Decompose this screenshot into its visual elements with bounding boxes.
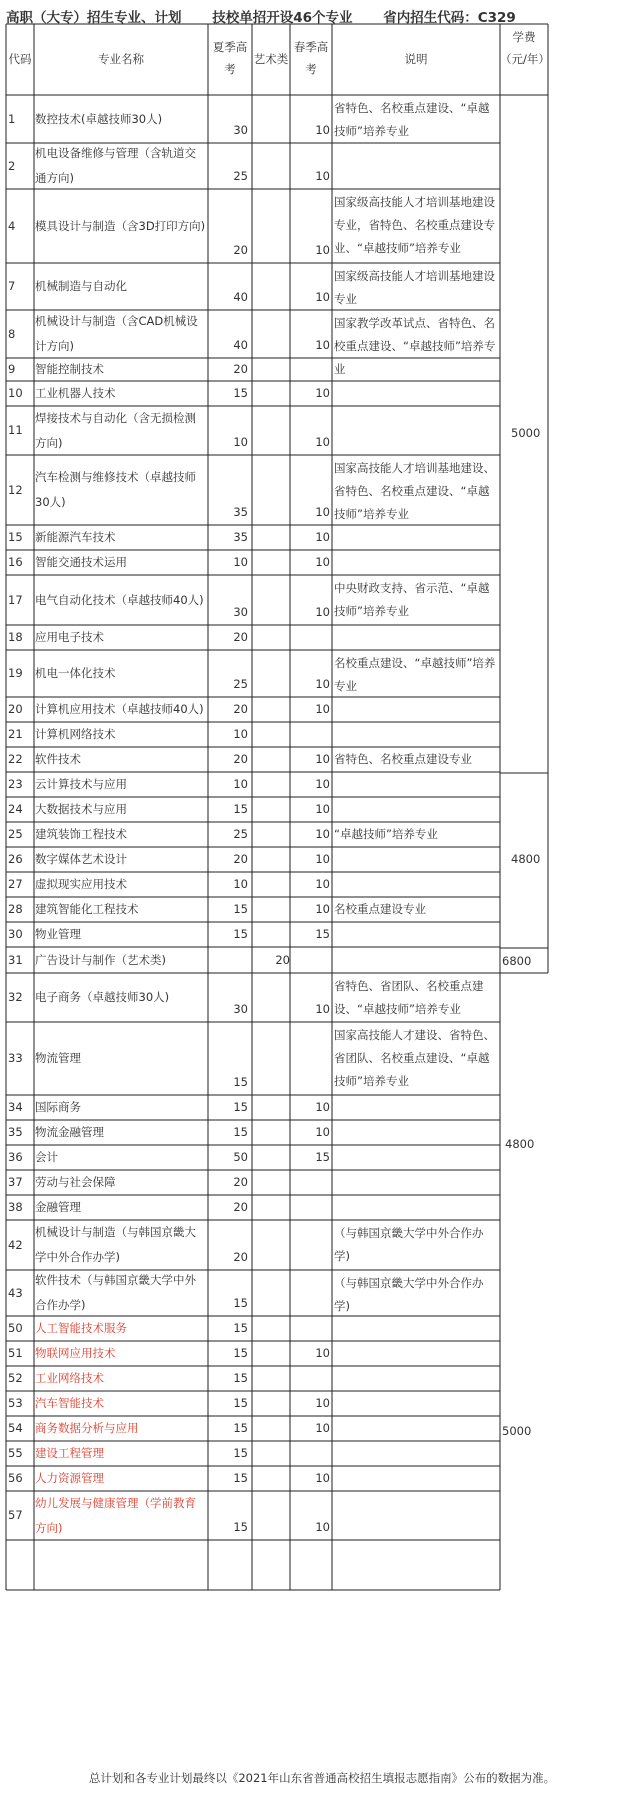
fee-value: 4800: [511, 852, 541, 866]
row-code: 25: [8, 827, 23, 841]
row-summer-quota: 15: [233, 802, 248, 816]
row-spring-quota: 10: [315, 777, 330, 791]
row-summer-quota: 15: [233, 1346, 248, 1360]
row-summer-quota: 25: [233, 169, 248, 183]
row-code: 19: [8, 666, 23, 680]
row-summer-quota: 40: [233, 290, 248, 304]
row-code: 34: [8, 1100, 23, 1114]
row-spring-quota: 10: [315, 1520, 330, 1534]
row-spring-quota: 10: [315, 123, 330, 137]
row-summer-quota: 20: [233, 362, 248, 376]
row-name: 电气自动化技术（卓越技师40人): [35, 592, 204, 607]
row-spring-quota: 10: [315, 1396, 330, 1410]
row-art-quota: 20: [275, 952, 290, 967]
row-code: 55: [8, 1446, 23, 1460]
row-code: 33: [8, 1051, 23, 1065]
row-summer-quota: 20: [233, 1250, 248, 1264]
row-name: 物业管理: [35, 927, 81, 941]
row-name: 国际商务: [35, 1100, 81, 1114]
row-name: 云计算技术与应用: [35, 777, 127, 791]
row-code: 43: [8, 1285, 23, 1300]
row-summer-quota: 35: [233, 505, 248, 519]
page-header: [6, 6, 542, 26]
row-summer-quota: 30: [233, 605, 248, 619]
row-code: 28: [8, 902, 23, 916]
row-spring-quota: 10: [315, 802, 330, 816]
row-name: 机械制造与自动化: [35, 279, 127, 293]
row-note: 国家高技能人才建设、省特色、省团队、名校重点建设、“卓越技师”培养专业: [334, 1028, 495, 1088]
row-note: 省特色、名校重点建设、“卓越技师”培养专业: [334, 101, 490, 138]
col-header-spring: 春季高考: [293, 40, 329, 76]
row-summer-quota: 10: [233, 877, 248, 891]
row-spring-quota: 15: [315, 1150, 330, 1164]
row-name: 机电一体化技术: [35, 666, 116, 680]
row-spring-quota: 10: [315, 902, 330, 916]
row-note: 名校重点建设专业: [334, 902, 426, 916]
row-spring-quota: 10: [315, 877, 330, 891]
row-summer-quota: 15: [233, 1471, 248, 1485]
row-name: 新能源汽车技术: [35, 530, 116, 544]
row-name: 数控技术(卓越技师30人): [35, 111, 163, 126]
row-summer-quota: 10: [233, 777, 248, 791]
row-spring-quota: 10: [315, 435, 330, 449]
col-header-fee: 学费（元/年）: [500, 30, 550, 66]
row-summer-quota: 35: [233, 530, 248, 544]
row-code: 4: [8, 218, 16, 233]
row-summer-quota: 10: [233, 435, 248, 449]
row-summer-quota: 30: [233, 123, 248, 137]
header-major-count: 技校单招开设46个专业: [212, 10, 353, 26]
row-spring-quota: 10: [315, 555, 330, 569]
row-code: 9: [8, 362, 16, 376]
row-spring-quota: 15: [315, 927, 330, 941]
row-summer-quota: 15: [233, 1421, 248, 1435]
row-code: 12: [8, 482, 23, 497]
row-name: 计算机网络技术: [35, 727, 116, 741]
row-summer-quota: 25: [233, 677, 248, 691]
row-spring-quota: 10: [315, 702, 330, 716]
row-name: 焊接技术与自动化（含无损检测方向): [35, 410, 196, 450]
row-code: 24: [8, 802, 23, 816]
row-summer-quota: 20: [233, 630, 248, 644]
row-code: 56: [8, 1471, 23, 1485]
row-note: 中央财政支持、省示范、“卓越技师”培养专业: [334, 581, 490, 618]
row-code: 30: [8, 927, 23, 941]
row-name: 计算机应用技术（卓越技师40人): [35, 702, 204, 716]
row-code: 15: [8, 530, 23, 544]
col-header-name: 专业名称: [98, 52, 144, 66]
row-spring-quota: 10: [315, 290, 330, 304]
row-name: 工业机器人技术: [35, 386, 116, 400]
row-code: 21: [8, 727, 23, 741]
row-code: 36: [8, 1150, 23, 1164]
row-name: 物流管理: [35, 1051, 81, 1065]
row-summer-quota: 10: [233, 727, 248, 741]
fee-value: 5000: [502, 1424, 532, 1438]
row-code: 53: [8, 1396, 23, 1410]
row-summer-quota: 15: [233, 1520, 248, 1534]
row-name: 工业网络技术: [35, 1371, 104, 1385]
row-summer-quota: 20: [233, 852, 248, 866]
row-name: 机械设计与制造（与韩国京畿大学中外合作办学): [35, 1225, 196, 1264]
row-summer-quota: 20: [233, 1175, 248, 1189]
row-name: 智能控制技术: [35, 362, 104, 376]
row-code: 11: [8, 423, 23, 437]
row-summer-quota: 40: [233, 338, 248, 352]
row-summer-quota: 15: [233, 1321, 248, 1335]
row-name: 虚拟现实应用技术: [35, 877, 127, 891]
row-summer-quota: 30: [233, 1002, 248, 1016]
row-summer-quota: 25: [233, 827, 248, 841]
row-note: （与韩国京畿大学中外合作办学): [334, 1276, 484, 1313]
footer-note: 总计划和各专业计划最终以《2021年山东省普通高校招生填报志愿指南》公布的数据为准。: [88, 1771, 556, 1785]
row-code: 37: [8, 1175, 23, 1189]
row-code: 26: [8, 852, 23, 866]
col-header-note: 说明: [404, 52, 428, 66]
row-name: 劳动与社会保障: [35, 1175, 116, 1189]
row-summer-quota: 15: [233, 1371, 248, 1385]
row-spring-quota: 10: [315, 338, 330, 352]
row-name: 建设工程管理: [35, 1446, 104, 1460]
row-spring-quota: 10: [315, 1002, 330, 1016]
row-note: 国家高技能人才培训基地建设、省特色、名校重点建设、“卓越技师”培养专业: [334, 461, 495, 521]
row-name: 广告设计与制作（艺术类): [35, 952, 166, 967]
row-note: 省特色、省团队、名校重点建设、“卓越技师”培养专业: [334, 979, 484, 1016]
row-summer-quota: 15: [233, 1296, 248, 1310]
row-name: 模具设计与制造（含3D打印方向): [35, 218, 206, 233]
fee-value: 5000: [511, 426, 541, 440]
row-summer-quota: 15: [233, 1396, 248, 1410]
row-code: 50: [8, 1321, 23, 1335]
row-code: 32: [8, 990, 23, 1004]
row-summer-quota: 15: [233, 1125, 248, 1139]
row-name: 机电设备维修与管理（含轨道交通方向): [35, 146, 196, 185]
row-summer-quota: 20: [233, 752, 248, 766]
row-name: 汽车智能技术: [35, 1396, 104, 1410]
row-note: 名校重点建设、“卓越技师”培养专业: [334, 656, 496, 693]
row-summer-quota: 15: [233, 1075, 248, 1089]
row-spring-quota: 10: [315, 852, 330, 866]
row-spring-quota: 10: [315, 605, 330, 619]
row-spring-quota: 10: [315, 677, 330, 691]
row-name: 幼儿发展与健康管理（学前教育方向): [35, 1495, 196, 1535]
row-code: 10: [8, 386, 23, 400]
row-spring-quota: 10: [315, 530, 330, 544]
row-spring-quota: 10: [315, 243, 330, 257]
row-code: 20: [8, 702, 23, 716]
row-code: 57: [8, 1508, 23, 1522]
row-summer-quota: 20: [233, 1200, 248, 1214]
row-name: 建筑装饰工程技术: [35, 827, 127, 841]
row-note: 国家级高技能人才培训基地建设专业: [334, 269, 495, 306]
row-name: 物联网应用技术: [35, 1346, 116, 1360]
header-title: 高职（大专）招生专业、计划: [6, 10, 182, 26]
row-spring-quota: 10: [315, 169, 330, 183]
row-name: 软件技术（与韩国京畿大学中外合作办学): [35, 1273, 196, 1312]
row-spring-quota: 10: [315, 386, 330, 400]
row-spring-quota: 10: [315, 827, 330, 841]
row-name: 机械设计与制造（含CAD机械设计方向): [35, 314, 198, 353]
row-spring-quota: 10: [315, 1100, 330, 1114]
row-code: 38: [8, 1200, 23, 1214]
row-note: 省特色、名校重点建设专业: [334, 752, 472, 766]
row-code: 7: [8, 279, 16, 293]
row-code: 31: [8, 952, 23, 967]
row-name: 应用电子技术: [35, 630, 104, 644]
row-spring-quota: 10: [315, 505, 330, 519]
row-name: 数字媒体艺术设计: [35, 852, 127, 866]
row-name: 软件技术: [35, 752, 81, 766]
row-name: 大数据技术与应用: [35, 802, 127, 816]
header-enroll-code: 省内招生代码：C329: [383, 10, 516, 26]
fee-value: 6800: [502, 954, 532, 968]
row-summer-quota: 15: [233, 386, 248, 400]
col-header-art: 艺术类: [253, 52, 289, 66]
row-code: 2: [8, 158, 16, 173]
row-code: 22: [8, 752, 23, 766]
row-spring-quota: 10: [315, 752, 330, 766]
row-name: 物流金融管理: [35, 1125, 104, 1139]
row-note: （与韩国京畿大学中外合作办学): [334, 1226, 484, 1263]
row-summer-quota: 20: [233, 243, 248, 257]
row-name: 电子商务（卓越技师30人): [35, 990, 170, 1004]
row-code: 1: [8, 111, 16, 126]
col-header-summer: 夏季高考: [212, 40, 248, 76]
row-code: 17: [8, 592, 23, 607]
row-code: 54: [8, 1421, 23, 1435]
row-summer-quota: 15: [233, 1446, 248, 1460]
row-note: “卓越技师”培养专业: [334, 827, 438, 841]
row-name: 金融管理: [35, 1200, 81, 1214]
row-summer-quota: 20: [233, 702, 248, 716]
row-code: 51: [8, 1346, 23, 1360]
row-code: 52: [8, 1371, 23, 1385]
row-note: 国家教学改革试点、省特色、名校重点建设、“卓越技师”培养专业: [334, 316, 496, 376]
row-spring-quota: 10: [315, 1471, 330, 1485]
row-name: 会计: [35, 1150, 58, 1164]
row-code: 35: [8, 1125, 23, 1139]
row-summer-quota: 15: [233, 1100, 248, 1114]
col-header-code: 代码: [8, 52, 32, 66]
row-code: 16: [8, 555, 23, 569]
row-code: 18: [8, 630, 23, 644]
row-name: 人力资源管理: [35, 1471, 104, 1485]
row-name: 建筑智能化工程技术: [35, 902, 139, 916]
row-name: 商务数据分析与应用: [35, 1421, 139, 1435]
row-note: 国家级高技能人才培训基地建设专业，省特色、名校重点建设专业、“卓越技师”培养专业: [334, 195, 495, 255]
fee-value: 4800: [505, 1137, 535, 1151]
row-name: 人工智能技术服务: [35, 1321, 127, 1335]
row-spring-quota: 10: [315, 1421, 330, 1435]
row-summer-quota: 15: [233, 927, 248, 941]
row-summer-quota: 50: [233, 1150, 248, 1164]
row-name: 汽车检测与维修技术（卓越技师30人): [35, 470, 196, 509]
row-code: 8: [8, 326, 16, 341]
row-code: 27: [8, 877, 23, 891]
row-summer-quota: 10: [233, 555, 248, 569]
row-summer-quota: 15: [233, 902, 248, 916]
row-code: 23: [8, 777, 23, 791]
row-spring-quota: 10: [315, 1125, 330, 1139]
row-name: 智能交通技术运用: [35, 555, 127, 569]
row-code: 42: [8, 1237, 23, 1252]
row-spring-quota: 10: [315, 1346, 330, 1360]
